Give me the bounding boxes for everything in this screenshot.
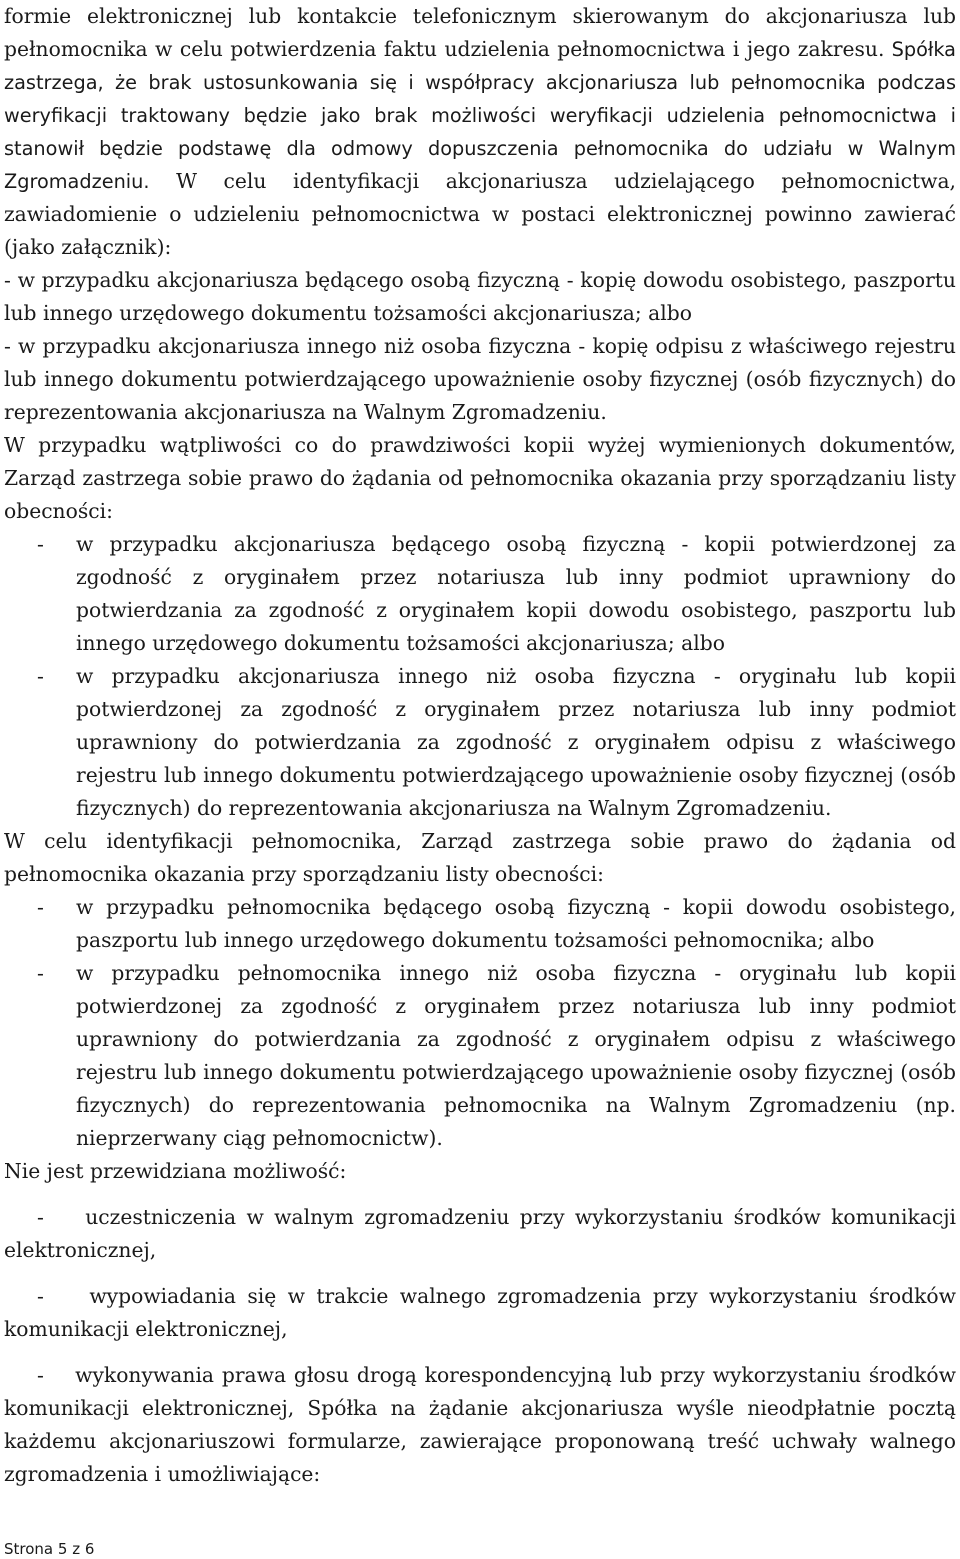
not-provided-heading: Nie jest przewidziana możliwość: xyxy=(4,1159,347,1183)
page-footer xyxy=(4,1540,94,1558)
list-dash: - xyxy=(37,1205,44,1229)
intro-text-sans: Spółka zastrzega, że brak ustosunkowania się i współpracy akcjonariusza lub pełnomocnika podczas weryfikacji traktowany będzie jako brak możliwości weryfikacji udzielenia pełnomocnictwa i stanowił będzie podstawę dla odmowy dopuszczenia pełnomocnika do udziału w Walnym Zgromadzeniu. xyxy=(4,38,956,193)
page-total: 6 xyxy=(84,1540,95,1558)
attachment-item-1: - w przypadku akcjonariusza będącego osobą fizyczną - kopię dowodu osobistego, paszportu lub innego urzędowego dokumentu tożsamości akcjonariusza; albo xyxy=(4,268,956,325)
doubt-list-item-1-text: w przypadku akcjonariusza będącego osobą fizyczną - kopii potwierdzonej za zgodność z oryginałem przez notariusza lub inny podmiot uprawniony do potwierdzania za zgodność z oryginałem kopii dowodu osobistego, paszportu lub innego urzędowego dokumentu tożsamości akcjonariusza; albo xyxy=(76,532,956,655)
document-page xyxy=(4,0,956,1491)
not-provided-item-3 xyxy=(4,1359,956,1491)
list-dash: - xyxy=(37,1284,44,1308)
proxy-list-item-2-text: w przypadku pełnomocnika innego niż osoba fizyczna - oryginału lub kopii potwierdzonej za zgodność z oryginałem przez notariusza lub inny podmiot uprawniony do potwierdzania za zgodność z oryginałem odpisu z właściwego rejestru lub innego dokumentu potwierdzającego upoważnienie osoby fizycznej (osób fizycznych) do reprezentowania pełnomocnika na Walnym Zgromadzeniu (np. nieprzerwany ciąg pełnomocnictw). xyxy=(76,961,956,1150)
doubt-list-item-1 xyxy=(4,528,956,660)
doubt-paragraph: W przypadku wątpliwości co do prawdziwości kopii wyżej wymienionych dokumentów, Zarząd zastrzega sobie prawo do żądania od pełnomocnika okazania przy sporządzaniu listy obecności: xyxy=(4,433,956,523)
page-separator: z xyxy=(72,1540,81,1558)
proxy-list-item-2 xyxy=(4,957,956,1155)
not-provided-item-1 xyxy=(4,1201,956,1267)
proxy-paragraph: W celu identyfikacji pełnomocnika, Zarząd zastrzega sobie prawo do żądania od pełnomocnika okazania przy sporządzaniu listy obecności: xyxy=(4,829,956,886)
not-provided-item-3-text: wykonywania prawa głosu drogą korespondencyjną lub przy wykorzystaniu środków komunikacji elektronicznej, Spółka na żądanie akcjonariusza wyśle nieodpłatnie pocztą każdemu akcjonariuszowi formularze, zawierające proponowaną treść uchwały walnego zgromadzenia i umożliwiające: xyxy=(4,1363,956,1486)
list-dash: - xyxy=(37,1363,44,1387)
attachment-item-2: - w przypadku akcjonariusza innego niż osoba fizyczna - kopię odpisu z właściwego rejestru lub innego dokumentu potwierdzającego upoważnienie osoby fizycznej (osób fizycznych) do reprezentowania akcjonariusza na Walnym Zgromadzeniu. xyxy=(4,334,956,424)
intro-paragraph xyxy=(4,0,956,264)
proxy-list-item-1 xyxy=(4,891,956,957)
doubt-list-item-2-text: w przypadku akcjonariusza innego niż osoba fizyczna - oryginału lub kopii potwierdzonej za zgodność z oryginałem przez notariusza lub inny podmiot uprawniony do potwierdzania za zgodność z oryginałem odpisu z właściwego rejestru lub innego dokumentu potwierdzającego upoważnienie osoby fizycznej (osób fizycznych) do reprezentowania akcjonariusza na Walnym Zgromadzeniu. xyxy=(76,664,956,820)
page-current: 5 xyxy=(57,1540,68,1558)
doubt-list-item-2 xyxy=(4,660,956,825)
proxy-list-item-1-text: w przypadku pełnomocnika będącego osobą fizyczną - kopii dowodu osobistego, paszportu lub innego urzędowego dokumentu tożsamości pełnomocnika; albo xyxy=(76,895,956,952)
not-provided-item-1-text: uczestniczenia w walnym zgromadzeniu przy wykorzystaniu środków komunikacji elektronicznej, xyxy=(4,1205,956,1262)
list-dash: - xyxy=(37,532,44,556)
list-dash: - xyxy=(37,895,44,919)
intro-text-serif: formie elektronicznej lub kontakcie telefonicznym skierowanym do akcjonariusza lub pełnomocnika w celu potwierdzenia faktu udzielenia pełnomocnictwa i jego zakresu. xyxy=(4,4,956,61)
list-dash: - xyxy=(37,664,44,688)
not-provided-item-2-text: wypowiadania się w trakcie walnego zgromadzenia przy wykorzystaniu środków komunikacji elektronicznej, xyxy=(4,1284,956,1341)
not-provided-item-2 xyxy=(4,1280,956,1346)
page-label: Strona xyxy=(4,1540,54,1558)
list-dash: - xyxy=(37,961,44,985)
intro-text-tail: W celu identyfikacji akcjonariusza udzielającego pełnomocnictwa, zawiadomienie o udzieleniu pełnomocnictwa w postaci elektronicznej powinno zawierać (jako załącznik): xyxy=(4,169,956,259)
